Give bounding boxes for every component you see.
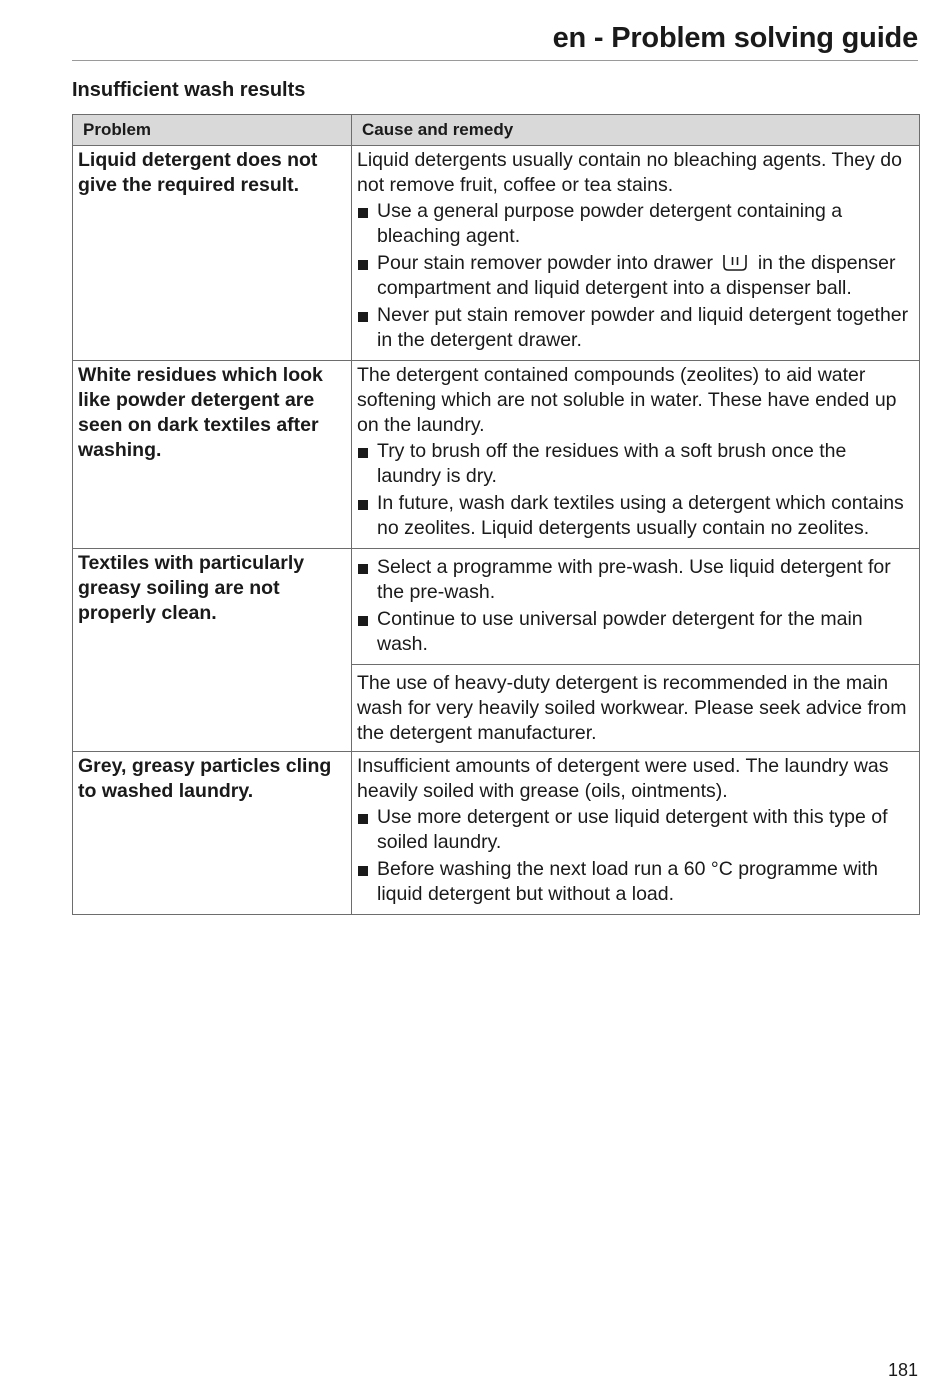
remedy-text: In future, wash dark textiles using a detergent which contains no zeolites. Liquid detergents usually contain no zeolites. xyxy=(377,492,904,539)
remedy-text: Select a programme with pre-wash. Use liquid detergent for the pre-wash. xyxy=(377,556,891,603)
problem-solving-table xyxy=(72,114,919,915)
square-bullet-icon xyxy=(358,866,368,876)
remedy-text: Use a general purpose powder detergent containing a bleaching agent. xyxy=(377,200,843,247)
square-bullet-icon xyxy=(358,564,368,574)
remedy-text-after-icon: in the dispenser compartment and liquid detergent into a dispenser ball. xyxy=(377,252,896,299)
square-bullet-icon xyxy=(358,312,368,322)
square-bullet-icon xyxy=(358,260,368,270)
remedy-item xyxy=(357,555,915,605)
cause-cell xyxy=(352,549,920,665)
cause-text: Insufficient amounts of detergent were used. The laundry was heavily soiled with grease (oils, ointments). xyxy=(357,755,889,802)
remedy-list xyxy=(357,199,915,353)
column-header-cause: Cause and remedy xyxy=(352,115,920,146)
remedy-item xyxy=(357,491,915,541)
remedy-item xyxy=(357,439,915,489)
remedy-text-before-icon: Pour stain remover powder into drawer xyxy=(377,252,713,274)
remedy-text: Never put stain remover powder and liquid detergent together in the detergent drawer. xyxy=(377,304,909,351)
remedy-item xyxy=(357,857,915,907)
problem-cell: Grey, greasy particles cling to washed laundry. xyxy=(73,752,352,915)
cause-text: The detergent contained compounds (zeolites) to aid water softening which are not soluble in water. These have ended up on the laundry. xyxy=(357,364,897,436)
problem-cell: White residues which look like powder detergent are seen on dark textiles after washing. xyxy=(73,361,352,549)
square-bullet-icon xyxy=(358,616,368,626)
table-row xyxy=(73,549,920,665)
remedy-text: Try to brush off the residues with a soft brush once the laundry is dry. xyxy=(377,440,847,487)
square-bullet-icon xyxy=(358,208,368,218)
drawer-compartment-icon xyxy=(722,254,748,271)
remedy-item xyxy=(357,303,915,353)
remedy-item xyxy=(357,607,915,657)
remedy-list xyxy=(357,439,915,541)
remedy-item xyxy=(357,805,915,855)
square-bullet-icon xyxy=(358,500,368,510)
page-number: 181 xyxy=(887,1360,918,1380)
cause-text: Liquid detergents usually contain no bleaching agents. They do not remove fruit, coffee or tea stains. xyxy=(357,149,902,196)
problem-cell: Liquid detergent does not give the required result. xyxy=(73,146,352,361)
remedy-list xyxy=(357,555,915,657)
page-title: en - Problem solving guide xyxy=(552,22,918,54)
remedy-text: Before washing the next load run a 60 °C programme with liquid detergent but without a load. xyxy=(377,858,878,905)
cause-cell xyxy=(352,752,920,915)
remedy-text: Continue to use universal powder detergent for the main wash. xyxy=(377,608,863,655)
cause-text: The use of heavy-duty detergent is recommended in the main wash for very heavily soiled workwear. Please seek advice from the detergent manufacturer. xyxy=(357,672,907,744)
page-header xyxy=(72,18,918,61)
table-row xyxy=(73,361,920,549)
cause-cell xyxy=(352,361,920,549)
remedy-list xyxy=(357,805,915,907)
remedy-item xyxy=(357,199,915,249)
square-bullet-icon xyxy=(358,448,368,458)
problem-cell: Textiles with particularly greasy soiling are not properly clean. xyxy=(73,549,352,752)
square-bullet-icon xyxy=(358,814,368,824)
column-header-problem: Problem xyxy=(73,115,352,146)
table-row xyxy=(73,146,920,361)
remedy-item xyxy=(357,251,915,301)
remedy-text: Use more detergent or use liquid detergent with this type of soiled laundry. xyxy=(377,806,888,853)
table-row xyxy=(73,752,920,915)
table-header-row xyxy=(73,115,920,146)
section-title: Insufficient wash results xyxy=(72,79,306,101)
cause-cell xyxy=(352,665,920,752)
cause-cell xyxy=(352,146,920,361)
